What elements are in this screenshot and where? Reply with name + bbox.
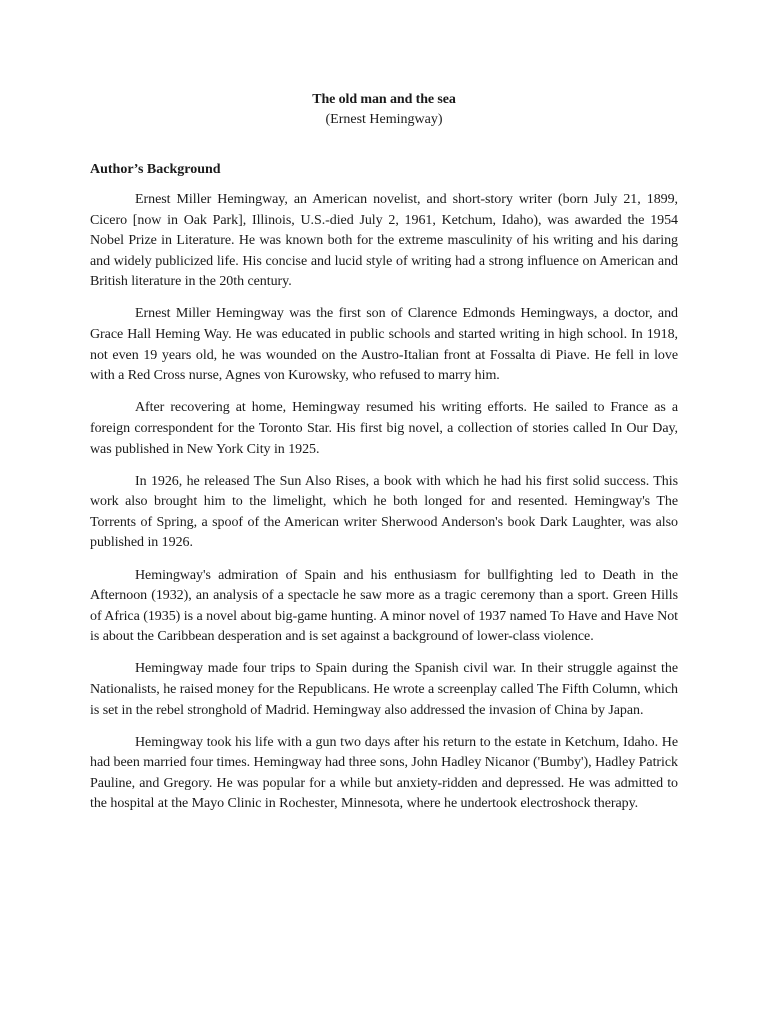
paragraph: After recovering at home, Hemingway resumed his writing efforts. He sailed to France as a foreign correspondent for the Toronto Star. His first big novel, a collection of stories called In Our Day, was published in New York City in 1925. <box>90 400 678 457</box>
section-heading: Author’s Background <box>90 162 221 177</box>
paragraph: Ernest Miller Hemingway, an American novelist, and short-story writer (born July 21, 1899, Cicero [now in Oak Park], Illinois, U.S.-died July 2, 1961, Ketchum, Idaho), was awarded the 1954 Nobel Prize in Literature. He was known both for the extreme masculinity of his writing and his daring and widely publicized life. His concise and lucid style of writing had a strong influence on American and British literature in the 20th century. <box>90 192 678 290</box>
paragraph: Hemingway's admiration of Spain and his enthusiasm for bullfighting led to Death in the Afternoon (1932), an analysis of a spectacle he saw more as a tragic ceremony than a sport. Green Hills of Africa (1935) is a novel about big-game hunting. A minor novel of 1937 named To Have and Have Not is about the Caribbean desperation and is set against a background of lower-class violence. <box>90 567 678 645</box>
paragraph: Hemingway made four trips to Spain during the Spanish civil war. In their struggle against the Nationalists, he raised money for the Republicans. He wrote a screenplay called The Fifth Column, which is set in the rebel stronghold of Madrid. Hemingway also addressed the invasion of China by Japan. <box>90 661 678 718</box>
paragraph: Hemingway took his life with a gun two days after his return to the estate in Ketchum, Idaho. He had been married four times. Hemingway had three sons, John Hadley Nicanor ('Bumby'), Hadley Patrick Pauline, and Gregory. He was popular for a while but anxiety-ridden and depressed. He was admitted to the hospital at the Mayo Clinic in Rochester, Minnesota, where he undertook electroshock therapy. <box>90 734 678 812</box>
document-page <box>90 90 678 827</box>
paragraph: Ernest Miller Hemingway was the first son of Clarence Edmonds Hemingways, a doctor, and Grace Hall Heming Way. He was educated in public schools and started writing in high school. In 1918, not even 19 years old, he was wounded on the Austro-Italian front at Fossalta di Piave. He fell in love with a Red Cross nurse, Agnes von Kurowsky, who refused to marry him. <box>90 306 678 384</box>
document-title: The old man and the sea <box>312 92 456 107</box>
paragraph: In 1926, he released The Sun Also Rises, a book with which he had his first solid success. This work also brought him to the limelight, which he both longed for and resented. Hemingway's The Torrents of Spring, a spoof of the American writer Sherwood Anderson's book Dark Laughter, was also published in 1926. <box>90 473 678 551</box>
document-subtitle: (Ernest Hemingway) <box>325 112 443 127</box>
